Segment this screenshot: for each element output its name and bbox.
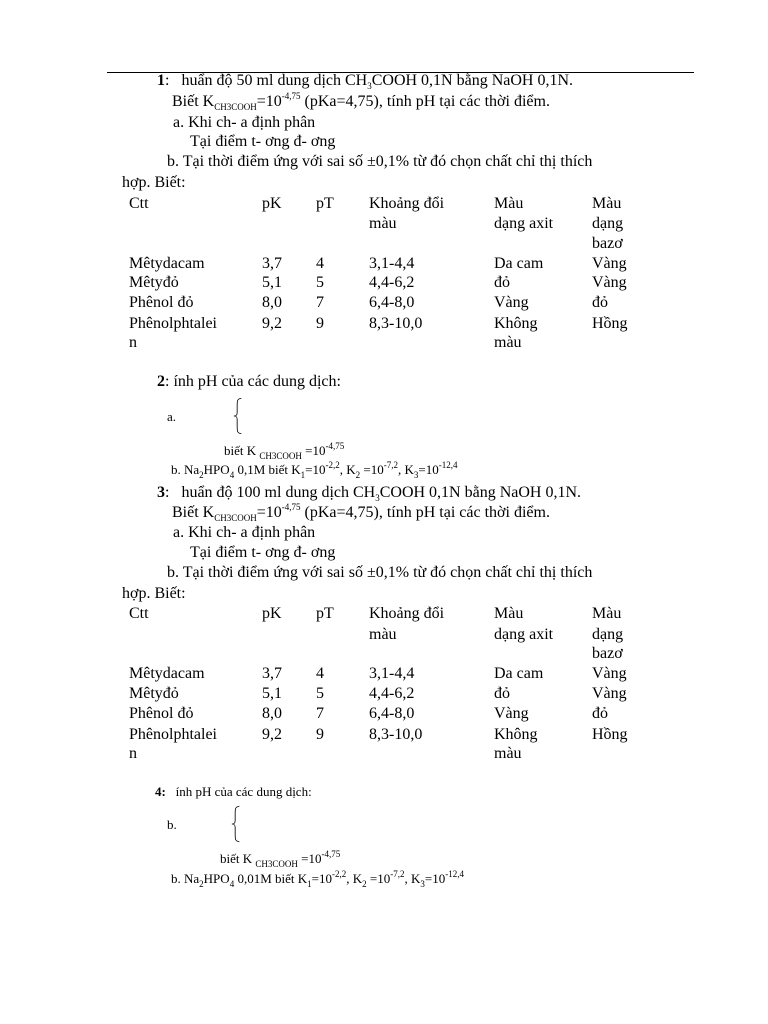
q4-title: ính pH của các dung dịch: — [175, 784, 312, 799]
table-cell: 8,0 — [262, 705, 282, 722]
th-ctt: Ctt — [129, 605, 149, 622]
table-cell: 5,1 — [262, 685, 282, 702]
table-cell: n — [129, 334, 137, 351]
table-cell: đỏ — [592, 705, 608, 722]
q2-title: : ính pH của các dung dịch: — [165, 373, 341, 390]
q3-line2: Biết $K_{CH3COOH}=10^{-4,75}$ (pKa=4,75), tính pH tại các thời điểm. — [172, 501, 550, 524]
table-cell: 5 — [316, 274, 324, 291]
table-cell: Không — [494, 315, 538, 332]
table-cell: 8,3-10,0 — [369, 315, 423, 332]
q1-number: 1 — [157, 72, 165, 89]
th-base-2: dạng — [592, 626, 624, 643]
table-cell: Hồng — [592, 315, 628, 332]
th-pt: pT — [316, 605, 334, 622]
table-cell: đỏ — [494, 274, 510, 291]
table-cell: 9 — [316, 315, 324, 332]
table-cell: màu — [494, 745, 522, 762]
table-cell: đỏ — [592, 294, 608, 311]
table-cell: 4,4-6,2 — [369, 274, 415, 291]
table-cell: Vàng — [494, 705, 529, 722]
th-range-2: màu — [369, 626, 397, 643]
table-cell: Mêtyđỏ — [129, 685, 179, 702]
table-cell: Vàng — [592, 685, 627, 702]
table-cell: Vàng — [592, 665, 627, 682]
table-cell: 4 — [316, 665, 324, 682]
left-brace-icon — [233, 394, 243, 438]
th-range: Khoảng đổi — [369, 605, 445, 622]
q3-number: 3 — [157, 484, 165, 501]
table-cell: Da cam — [494, 255, 544, 272]
table-cell: 9,2 — [262, 315, 282, 332]
th-acid: Màu — [494, 195, 524, 212]
q2-number: 2 — [157, 373, 165, 390]
th-range: Khoảng đổi — [369, 195, 445, 212]
table-cell: 3,7 — [262, 665, 282, 682]
table-cell: Vàng — [494, 294, 529, 311]
q2-part-b: b. $Na_2HPO_4$ 0,1M biết $K_1=10^{-2,2}$, $K_2 =10^{-7,2}$, $K_3=10^{-12,4}$ — [171, 459, 458, 480]
q4-part-b: b. $Na_2HPO_4$ 0,01M biết $K_1=10^{-2,2}$, $K_2 =10^{-7,2}$, $K_3=10^{-12,4}$ — [171, 868, 464, 889]
table-cell: Mêtydacam — [129, 665, 205, 682]
th-acid: Màu — [494, 605, 524, 622]
table-cell: 7 — [316, 294, 324, 311]
table-cell: 8,0 — [262, 294, 282, 311]
table-cell: Mêtydacam — [129, 255, 205, 272]
table-cell: Phênolphtalei — [129, 315, 217, 332]
q1-part-b2: hợp. Biết: — [122, 174, 186, 191]
table-cell: 4,4-6,2 — [369, 685, 415, 702]
table-cell: Hồng — [592, 726, 628, 743]
q3-part-a: a. Khi ch- a định phân — [173, 524, 316, 541]
q4-biet-line: biết K $_{CH3COOH} =10^{-4,75}$ — [220, 848, 341, 869]
th-base: Màu — [592, 605, 622, 622]
q1-line2: Biết $K_{CH3COOH}=10^{-4,75}$ (pKa=4,75), tính pH tại các thời điểm. — [172, 90, 550, 113]
q1-part-b: b. Tại thời điểm ứng với sai số ±0,1% từ đó chọn chất chỉ thị thích — [167, 153, 593, 170]
q2-biet-line: biết K $_{CH3COOH} =10^{-4,75}$ — [224, 440, 345, 461]
th-acid-2: dạng axit — [494, 626, 554, 643]
q3-part-b2: hợp. Biết: — [122, 585, 186, 602]
table-cell: Phênol đỏ — [129, 294, 194, 311]
q3-title: : huẩn độ 100 ml dung dịch $CH_3COOH$ 0,1N bằng NaOH 0,1N. — [165, 484, 582, 504]
table-cell: 6,4-8,0 — [369, 294, 415, 311]
q2-part-a: a. — [167, 409, 177, 424]
table-cell: n — [129, 745, 137, 762]
q1-part-a2: Tại điểm t- ơng đ- ơng — [190, 133, 336, 150]
q4-part-b-label: b. — [167, 817, 177, 832]
table-cell: 9,2 — [262, 726, 282, 743]
table-cell: Da cam — [494, 665, 544, 682]
table-cell: Không — [494, 726, 538, 743]
th-pk: pK — [262, 605, 282, 622]
th-ctt: Ctt — [129, 195, 149, 212]
th-base-3: bazơ — [592, 235, 623, 252]
table-cell: 8,3-10,0 — [369, 726, 423, 743]
q4-number: 4: — [155, 784, 166, 799]
table-cell: đỏ — [494, 685, 510, 702]
table-cell: 7 — [316, 705, 324, 722]
table-cell: 4 — [316, 255, 324, 272]
table-cell: 5,1 — [262, 274, 282, 291]
th-acid-2: dạng axit — [494, 215, 554, 232]
table-cell: 3,7 — [262, 255, 282, 272]
q1-line1 — [157, 72, 574, 92]
q1-part-a: a. Khi ch- a định phân — [173, 114, 316, 131]
table-cell: Phênol đỏ — [129, 705, 194, 722]
q1-title: : huẩn độ 50 ml dung dịch $CH_3COOH$ 0,1N bằng NaOH 0,1N. — [165, 72, 574, 92]
table-cell: 6,4-8,0 — [369, 705, 415, 722]
th-range-2: màu — [369, 215, 397, 232]
table-cell: Phênolphtalei — [129, 726, 217, 743]
q3-part-a2: Tại điểm t- ơng đ- ơng — [190, 544, 336, 561]
q3-part-b: b. Tại thời điểm ứng với sai số ±0,1% từ đó chọn chất chỉ thị thích — [167, 564, 593, 581]
th-pt: pT — [316, 195, 334, 212]
table-cell: 9 — [316, 726, 324, 743]
q2-title-line — [157, 374, 341, 390]
table-cell: Vàng — [592, 274, 627, 291]
table-cell: 5 — [316, 685, 324, 702]
q4-title-line — [155, 785, 312, 798]
th-base: Màu — [592, 195, 622, 212]
table-cell: Mêtyđỏ — [129, 274, 179, 291]
q3-line1 — [157, 484, 582, 504]
table-cell: 3,1-4,4 — [369, 255, 415, 272]
th-base-3: bazơ — [592, 645, 623, 662]
table-cell: 3,1-4,4 — [369, 665, 415, 682]
table-cell: Vàng — [592, 255, 627, 272]
table-cell: màu — [494, 334, 522, 351]
th-pk: pK — [262, 195, 282, 212]
th-base-2: dạng — [592, 215, 624, 232]
left-brace-icon — [231, 802, 241, 846]
